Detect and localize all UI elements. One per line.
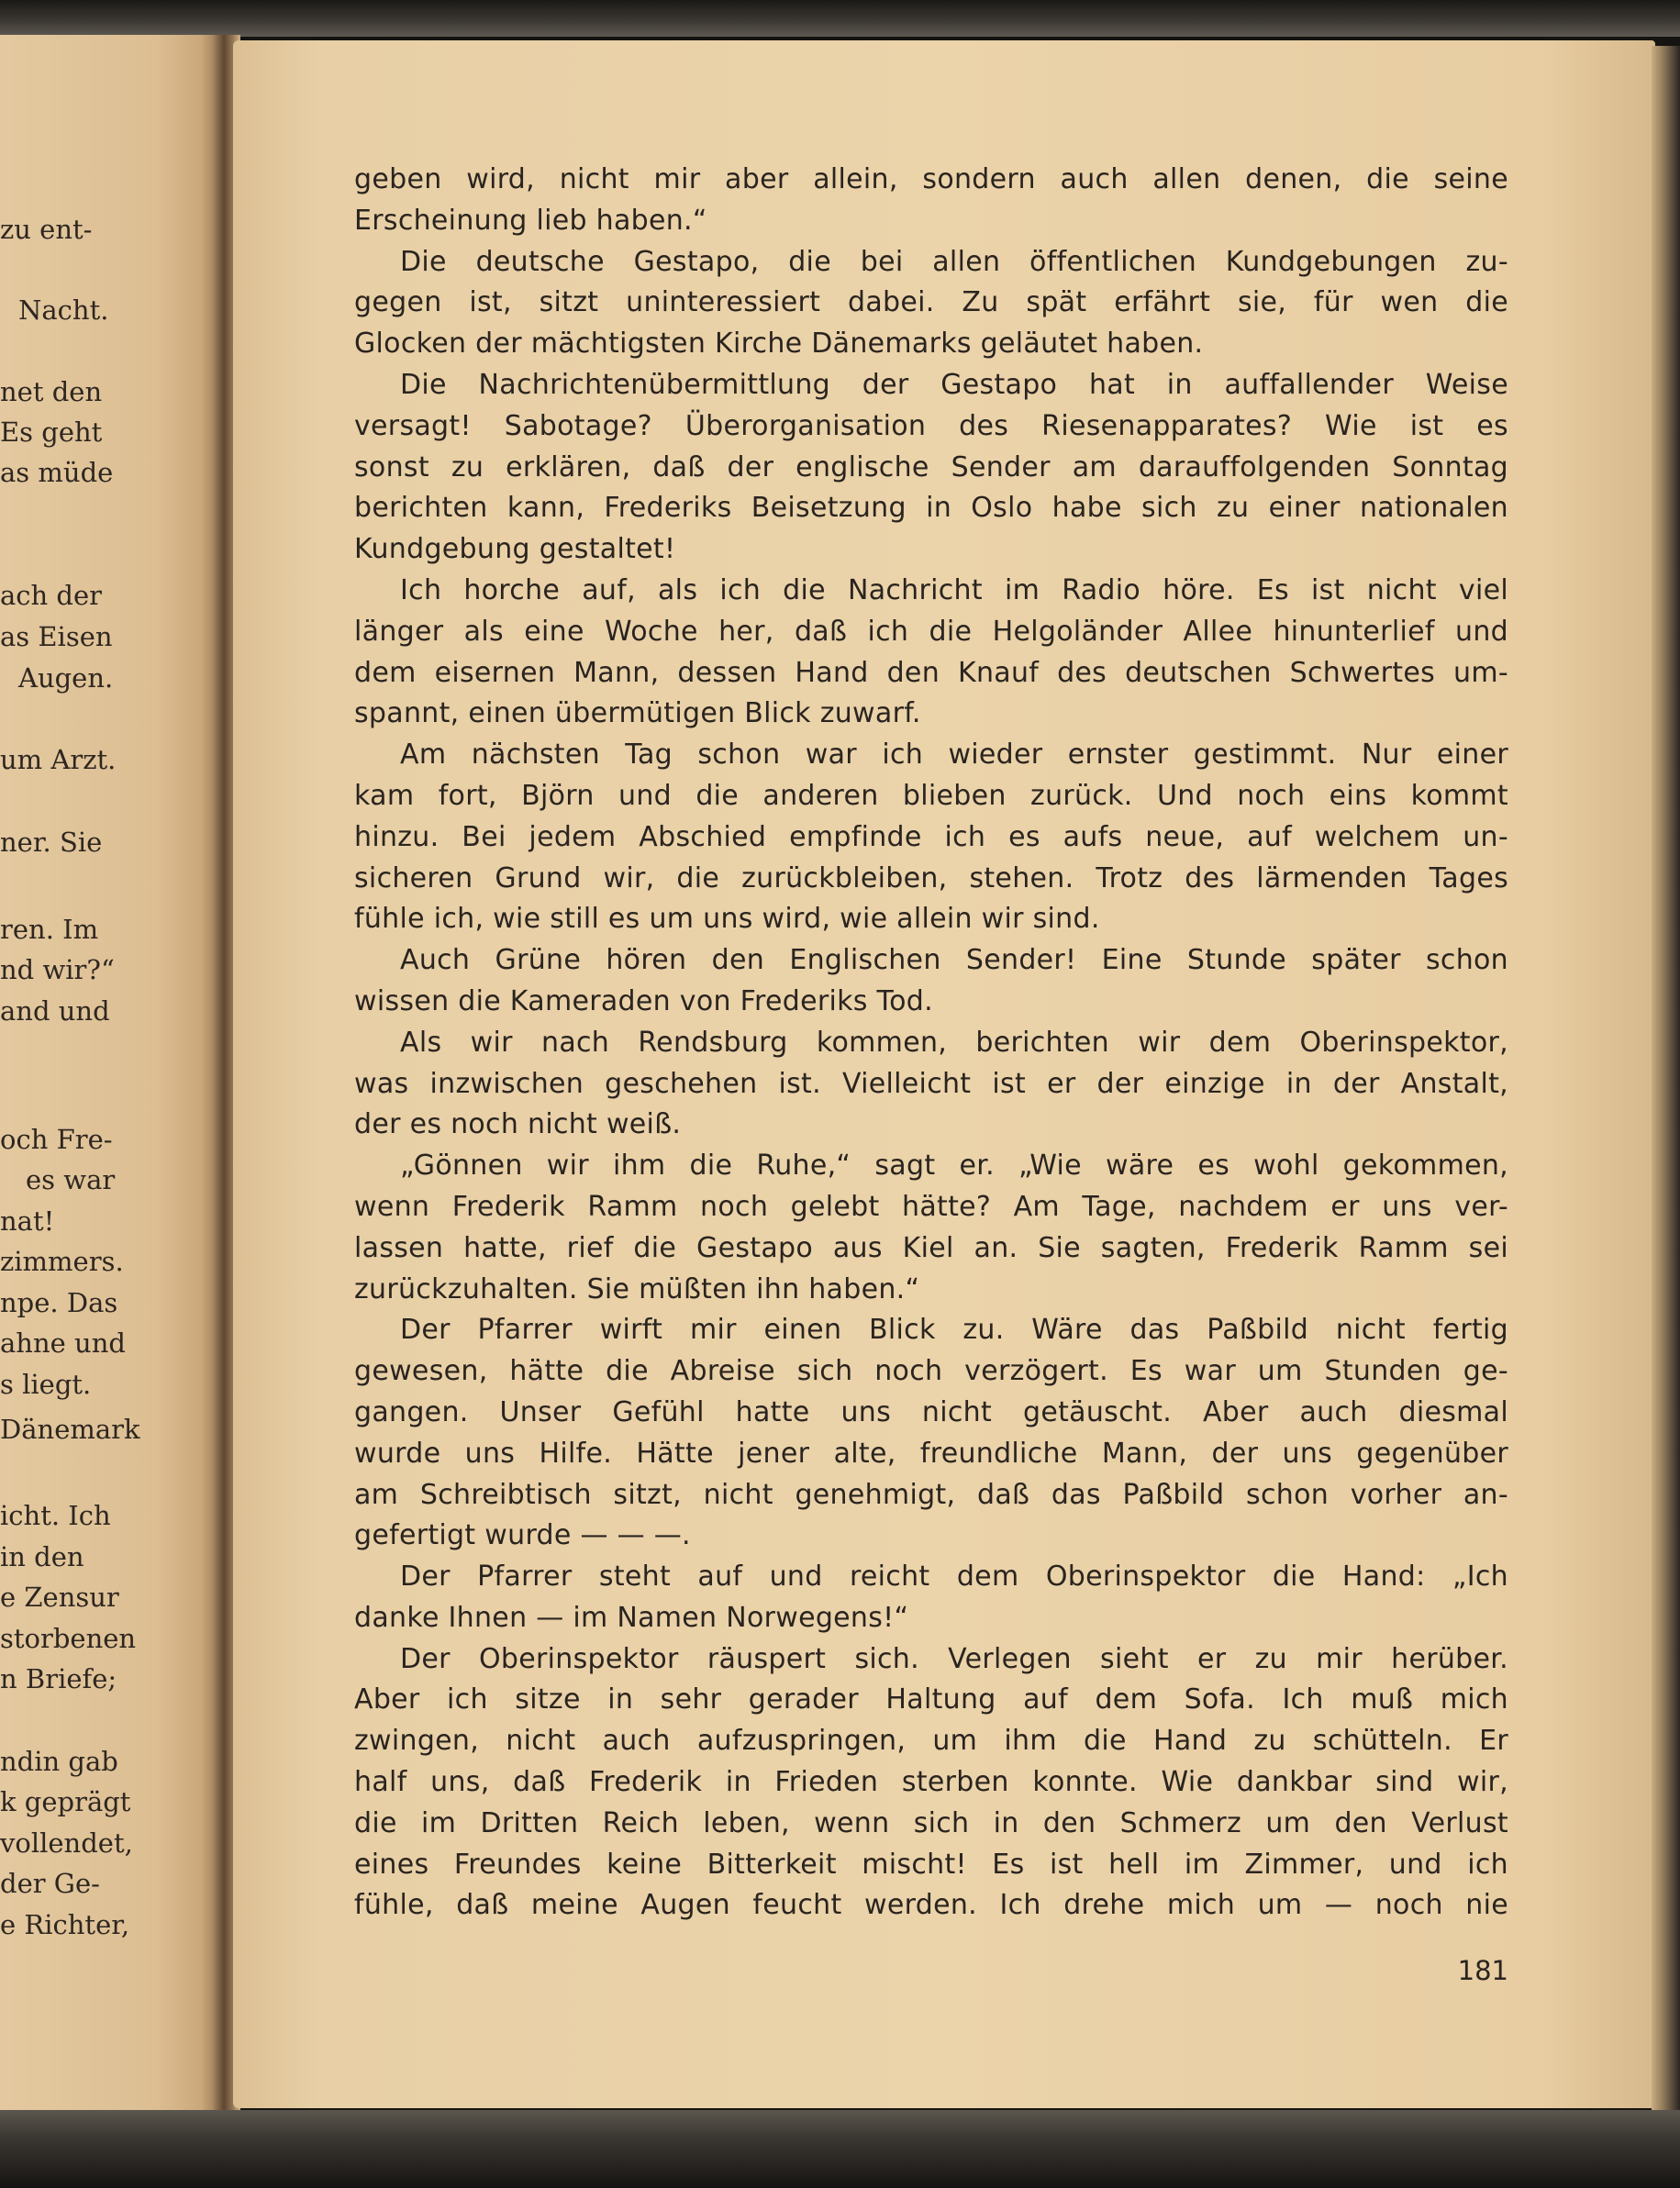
- text-line: Der Oberinspektor räuspert sich. Verlegen sieht er zu mir herüber.: [400, 1642, 1508, 1675]
- left-line: as müde: [0, 457, 114, 488]
- left-line: vollendet,: [0, 1827, 133, 1859]
- left-line: ach der: [0, 580, 103, 611]
- text-line: am Schreibtisch sitzt, nicht genehmigt, daß das Paßbild schon vorher an-: [354, 1478, 1508, 1511]
- text-line: Der Pfarrer steht auf und reicht dem Oberinspektor die Hand: „Ich: [400, 1560, 1508, 1594]
- text-line: Am nächsten Tag schon war ich wieder ernster gestimmt. Nur einer: [400, 739, 1508, 772]
- left-line: Nacht.: [18, 294, 109, 326]
- text-line: Ich horche auf, als ich die Nachricht im Radio höre. Es ist nicht viel: [400, 573, 1508, 606]
- left-line: icht. Ich: [0, 1500, 111, 1531]
- text-line: sicheren Grund wir, die zurückbleiben, stehen. Trotz des lärmenden Tages: [354, 861, 1508, 894]
- left-line: storbenen: [0, 1623, 137, 1654]
- text-line: Die Nachrichtenübermittlung der Gestapo hat in auffallender Weise: [400, 368, 1508, 401]
- left-line: e Zensur: [0, 1582, 119, 1613]
- text-line: dem eisernen Mann, dessen Hand den Knauf des deutschen Schwertes um-: [354, 656, 1508, 689]
- left-line: nat!: [0, 1205, 55, 1237]
- text-line: fühle, daß meine Augen feucht werden. Ich drehe mich um — noch nie: [354, 1889, 1508, 1922]
- book-binding-bottom: [0, 2110, 1680, 2188]
- text-line: gangen. Unser Gefühl hatte uns nicht getäuscht. Aber auch diesmal: [354, 1395, 1508, 1428]
- text-line: Der Pfarrer wirft mir einen Blick zu. Wäre das Paßbild nicht fertig: [400, 1314, 1508, 1347]
- text-line: zurückzuhalten. Sie müßten ihn haben.“: [354, 1272, 920, 1305]
- text-line: Glocken der mächtigsten Kirche Dänemarks geläutet haben.: [354, 328, 1204, 361]
- text-line: geben wird, nicht mir aber allein, sondern auch allen denen, die seine: [354, 163, 1508, 195]
- text-line: Kundgebung gestaltet!: [354, 533, 676, 566]
- text-line: Als wir nach Rendsburg kommen, berichten wir dem Oberinspektor,: [400, 1026, 1508, 1059]
- left-line: um Arzt.: [0, 744, 117, 775]
- text-line: länger als eine Woche her, daß ich die Helgoländer Allee hinunterlief und: [354, 615, 1508, 648]
- left-line: zu ent-: [0, 214, 93, 245]
- text-line: gefertigt wurde — — —.: [354, 1519, 691, 1552]
- text-line: Aber ich sitze in sehr gerader Haltung auf dem Sofa. Ich muß mich: [354, 1683, 1508, 1716]
- left-page-text: [0, 35, 224, 2110]
- left-line: net den: [0, 376, 103, 407]
- text-line: eines Freundes keine Bitterkeit mischt! Es ist hell im Zimmer, und ich: [354, 1848, 1508, 1881]
- page-edge: [1652, 46, 1680, 2110]
- text-line: Die deutsche Gestapo, die bei allen öffentlichen Kundgebungen zu-: [400, 245, 1508, 278]
- left-line: ren. Im: [0, 914, 99, 945]
- text-line: zwingen, nicht auch aufzuspringen, um ihm die Hand zu schütteln. Er: [354, 1725, 1508, 1758]
- left-line: n Briefe;: [0, 1663, 117, 1694]
- left-line: Dänemark: [0, 1414, 140, 1445]
- left-line: in den: [0, 1541, 84, 1572]
- text-line: hinzu. Bei jedem Abschied empfinde ich es aufs neue, auf welchem un-: [354, 820, 1508, 853]
- text-line: wurde uns Hilfe. Hätte jener alte, freundliche Mann, der uns gegenüber: [354, 1437, 1508, 1470]
- left-page: [0, 35, 224, 2110]
- text-line: wenn Frederik Ramm noch gelebt hätte? Am Tage, nachdem er uns ver-: [354, 1190, 1508, 1223]
- left-line: as Eisen: [0, 621, 113, 652]
- text-line: versagt! Sabotage? Überorganisation des Riesenapparates? Wie ist es: [354, 409, 1508, 442]
- text-line: kam fort, Björn und die anderen blieben zurück. Und noch eins kommt: [354, 779, 1508, 812]
- text-line: berichten kann, Frederiks Beisetzung in Oslo habe sich zu einer nationalen: [354, 492, 1508, 525]
- left-line: ner. Sie: [0, 827, 103, 858]
- text-line: „Gönnen wir ihm die Ruhe,“ sagt er. „Wie wäre es wohl gekommen,: [400, 1150, 1508, 1183]
- left-line: es war: [26, 1164, 116, 1195]
- left-line: Augen.: [18, 662, 114, 694]
- text-line: Auch Grüne hören den Englischen Sender! Eine Stunde später schon: [400, 944, 1508, 977]
- text-line: Erscheinung lieb haben.“: [354, 204, 707, 237]
- text-line: sonst zu erklären, daß der englische Sender am darauffolgenden Sonntag: [354, 450, 1508, 483]
- left-line: and und: [0, 995, 110, 1027]
- left-line: och Fre-: [0, 1124, 113, 1155]
- text-line: gewesen, hätte die Abreise sich noch verzögert. Es war um Stunden ge-: [354, 1355, 1508, 1388]
- left-line: der Ge-: [0, 1868, 100, 1899]
- left-line: nd wir?“: [0, 954, 115, 985]
- left-line: npe. Das: [0, 1287, 118, 1318]
- left-line: ahne und: [0, 1327, 126, 1359]
- left-line: zimmers.: [0, 1246, 124, 1277]
- left-line: Es geht: [0, 416, 103, 448]
- text-line: was inzwischen geschehen ist. Vielleicht ist er der einzige in der Anstalt,: [354, 1067, 1508, 1100]
- page-number: 181: [1457, 1955, 1508, 1986]
- text-line: spannt, einen übermütigen Blick zuwarf.: [354, 697, 921, 730]
- left-line: s liegt.: [0, 1369, 92, 1400]
- text-line: der es noch nicht weiß.: [354, 1108, 682, 1141]
- text-line: die im Dritten Reich leben, wenn sich in den Schmerz um den Verlust: [354, 1806, 1508, 1839]
- text-line: half uns, daß Frederik in Frieden sterben konnte. Wie dankbar sind wir,: [354, 1766, 1508, 1799]
- left-line: e Richter,: [0, 1909, 130, 1940]
- book-binding-top: [0, 0, 1680, 37]
- text-line: gegen ist, sitzt uninteressiert dabei. Zu spät erfährt sie, für wen die: [354, 286, 1508, 319]
- left-line: k geprägt: [0, 1786, 131, 1817]
- text-line: fühle ich, wie still es um uns wird, wie allein wir sind.: [354, 903, 1100, 936]
- left-line: ndin gab: [0, 1746, 118, 1777]
- text-line: danke Ihnen — im Namen Norwegens!“: [354, 1601, 909, 1634]
- page-body-text: [354, 160, 1508, 1927]
- text-line: lassen hatte, rief die Gestapo aus Kiel an. Sie sagten, Frederik Ramm sei: [354, 1231, 1508, 1264]
- text-line: wissen die Kameraden von Frederiks Tod.: [354, 984, 933, 1017]
